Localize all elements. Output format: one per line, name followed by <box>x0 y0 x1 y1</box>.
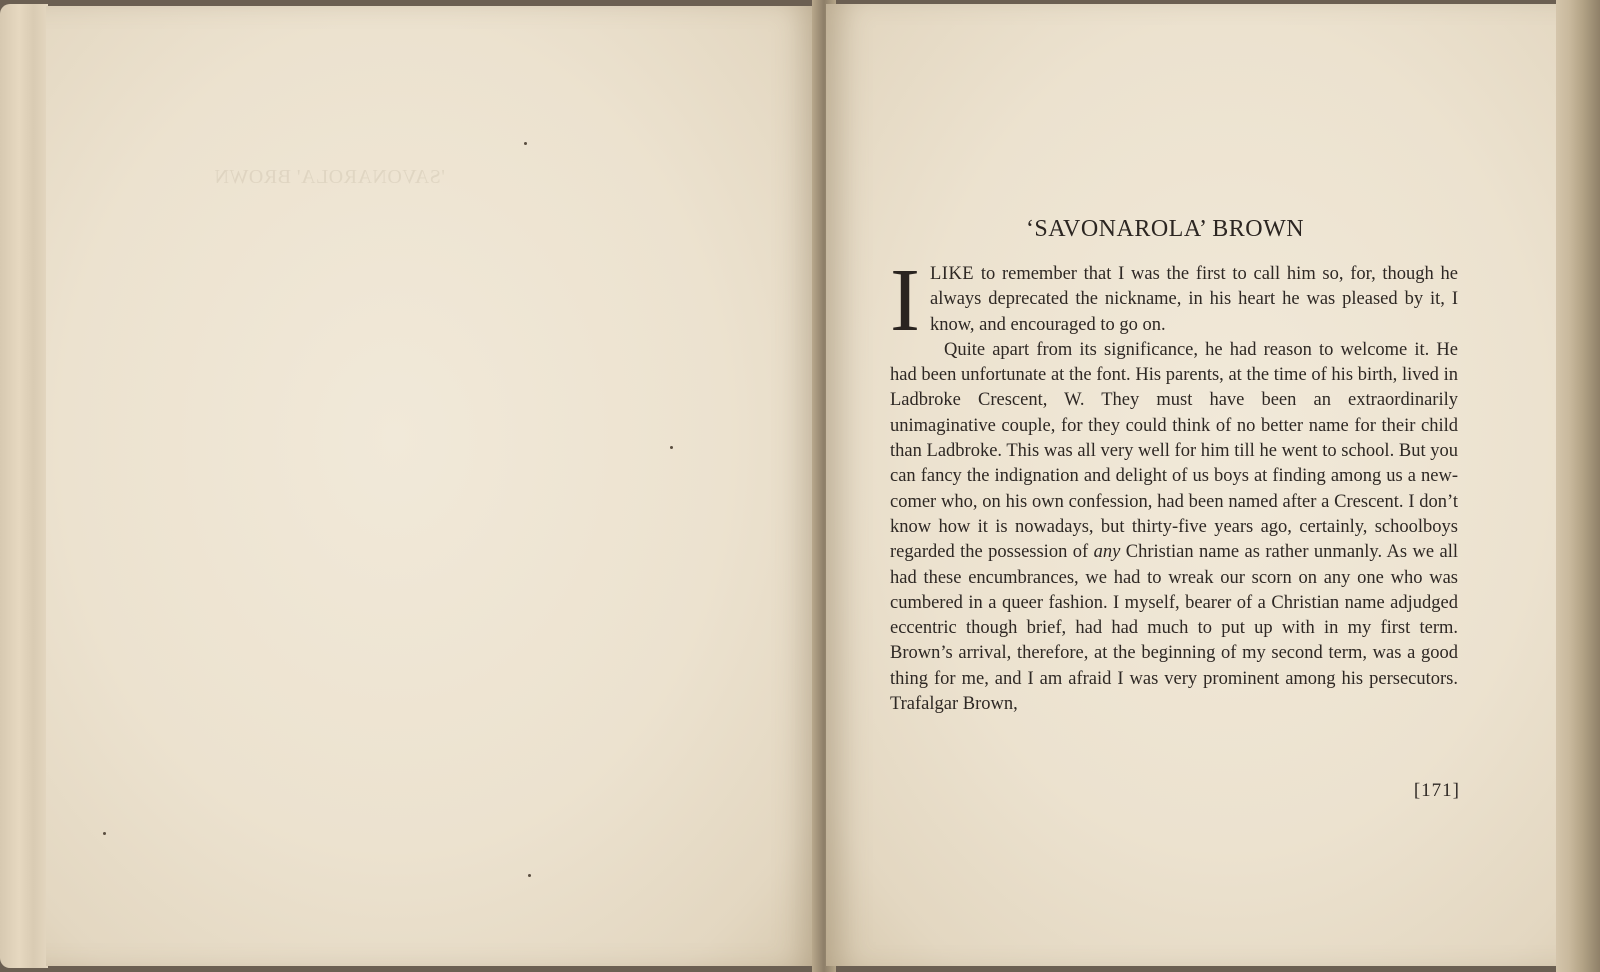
page-number: [171] <box>1413 780 1460 801</box>
left-page-blank <box>46 6 822 966</box>
second-paragraph-text-b: Christian name as rather unmanly. As we all had these encumbrances, we had to wreak our scorn on any one who was cumbered in a queer fashion. I myself, bearer of a Christian name adjudged eccentric though brief, had had much to put up with in my first term. Brown’s arrival, therefore, at the beginning of my second term, was a good thing for me, and I am afraid I was very prominent among his persecutors. Trafalgar Brown, <box>890 542 1458 715</box>
left-page-edges <box>0 4 48 968</box>
second-paragraph <box>890 338 1458 717</box>
second-paragraph-text-a: Quite apart from its significance, he had reason to welcome it. He had been unfortunate at the font. His parents, at the time of his birth, lived in Ladbroke Crescent, W. They must have been an extraordinarily unimaginative couple, for they could think of no better name for their child than Ladbroke. This was all very well for him till he went to school. But you can fancy the indignation and delight of us boys at finding among us a new-comer who, on his own confession, had been named after a Crescent. I don’t know how it is nowadays, but thirty-five years ago, certainly, schoolboys regarded the possession of <box>890 339 1458 563</box>
lead-small-caps: LIKE <box>929 264 975 284</box>
paper-speck <box>103 832 106 835</box>
paper-speck <box>528 874 531 877</box>
paper-speck <box>524 142 527 145</box>
first-paragraph <box>890 251 1458 350</box>
body-text <box>890 251 1458 717</box>
first-paragraph-text: to remember that I was the first to call him so, for, though he always deprecated the nickname, in his heart he was pleased by it, I know, and encouraged to go on. <box>929 264 1458 335</box>
paper-speck <box>670 446 673 449</box>
chapter-title: ‘SAVONAROLA’ BROWN <box>1025 216 1305 242</box>
italic-word: any <box>1093 542 1121 563</box>
right-page-edges <box>1556 0 1600 972</box>
drop-cap: I <box>890 251 920 350</box>
show-through-title: 'SAVONAROLA' BROWN <box>214 166 445 188</box>
